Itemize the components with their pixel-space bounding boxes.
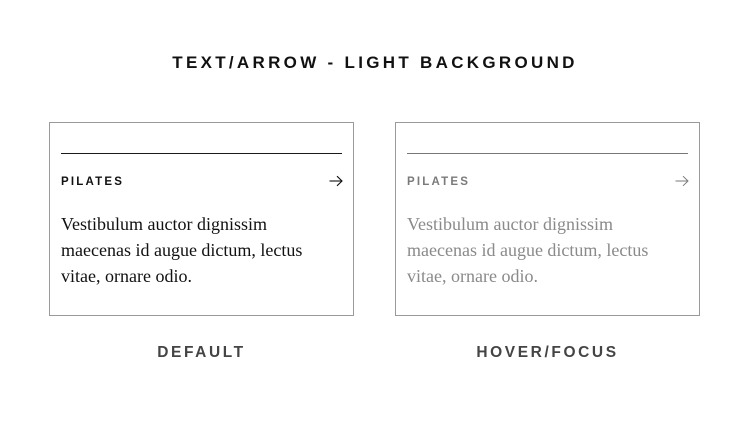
arrow-right-icon <box>675 175 689 187</box>
state-caption-hover-focus: HOVER/FOCUS <box>476 344 619 361</box>
arrow-right-icon <box>329 175 343 187</box>
card-description: Vestibulum auctor dignissim maecenas id augue dictum, lectus vitae, ornare odio. <box>61 214 303 286</box>
card-description: Vestibulum auctor dignissim maecenas id augue dictum, lectus vitae, ornare odio. <box>407 214 649 286</box>
card-label: PILATES <box>407 176 471 188</box>
card-hover-focus[interactable] <box>395 122 700 316</box>
page-title: TEXT/ARROW - LIGHT BACKGROUND <box>172 53 578 72</box>
state-caption-default: DEFAULT <box>157 344 246 361</box>
card-default[interactable] <box>49 122 354 316</box>
card-divider <box>61 153 342 154</box>
card-label: PILATES <box>61 176 125 188</box>
card-divider <box>407 153 688 154</box>
